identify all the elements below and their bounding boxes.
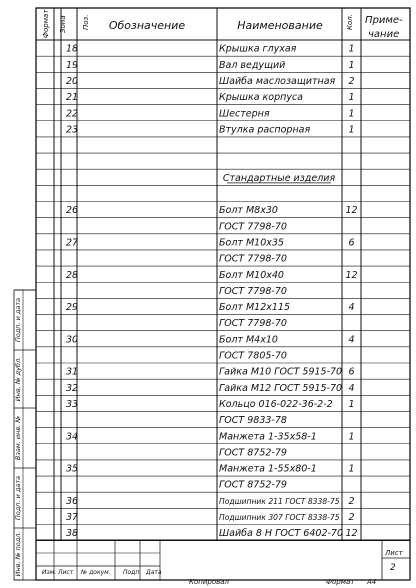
row-name: Болт М10х35 bbox=[219, 237, 284, 249]
strip-sign-date-1: Подп. и дата bbox=[14, 297, 22, 343]
row-pos: 18 bbox=[66, 43, 79, 55]
row-name: Шайба 8 Н ГОСТ 6402-70 bbox=[219, 528, 344, 540]
row-pos: 19 bbox=[66, 59, 79, 71]
row-name: ГОСТ 7805-70 bbox=[219, 350, 287, 362]
row-pos: 35 bbox=[66, 463, 79, 475]
table-row bbox=[219, 415, 287, 426]
table-row bbox=[66, 76, 355, 87]
header-name: Наименование bbox=[237, 19, 323, 32]
row-pos: 26 bbox=[66, 205, 79, 217]
row-name: Крышка глухая bbox=[219, 43, 297, 55]
row-pos: 34 bbox=[66, 431, 79, 443]
row-name: Гайка М10 ГОСТ 5915-70 bbox=[219, 366, 343, 378]
table-row bbox=[219, 351, 287, 362]
row-qty: 2 bbox=[348, 512, 355, 523]
row-pos: 38 bbox=[66, 528, 79, 540]
row-name: Манжета 1-55х80-1 bbox=[219, 463, 317, 475]
row-name: Кольцо 016-022-36-2-2 bbox=[219, 398, 333, 410]
row-name: ГОСТ 7798-70 bbox=[219, 318, 287, 330]
row-name: Болт М12х115 bbox=[219, 302, 290, 314]
header-qty: Кол. bbox=[346, 14, 354, 30]
footer-format-label: Формат bbox=[326, 578, 355, 586]
table-row bbox=[219, 254, 287, 265]
tb-label-date: Дата bbox=[146, 569, 162, 576]
row-pos: 28 bbox=[66, 269, 79, 281]
row-pos: 23 bbox=[66, 124, 79, 136]
row-qty: 12 bbox=[345, 269, 358, 281]
table-row bbox=[219, 221, 287, 232]
row-name: ГОСТ 7798-70 bbox=[219, 221, 287, 233]
strip-inv-orig: Инв. № подл. bbox=[14, 531, 22, 577]
tb-sheet-number: 2 bbox=[390, 563, 396, 573]
row-qty: 4 bbox=[348, 334, 355, 346]
row-pos: 31 bbox=[66, 366, 79, 378]
tb-label-change: Изм. bbox=[42, 569, 57, 576]
row-qty: 2 bbox=[348, 75, 355, 87]
table-row bbox=[66, 237, 355, 248]
row-qty: 1 bbox=[348, 463, 355, 475]
table-rows bbox=[66, 44, 358, 540]
row-name: Втулка распорная bbox=[219, 124, 311, 136]
table-row bbox=[66, 124, 355, 135]
footer-copied: Копировал bbox=[189, 578, 229, 586]
row-qty: 6 bbox=[348, 366, 355, 378]
row-name: ГОСТ 7798-70 bbox=[219, 285, 287, 297]
row-qty: 1 bbox=[348, 92, 355, 104]
row-name: Манжета 1-35х58-1 bbox=[219, 431, 317, 443]
table-row bbox=[66, 512, 355, 523]
table-row bbox=[66, 302, 355, 313]
table-row bbox=[66, 334, 355, 345]
row-name: Подшипник 307 ГОСТ 8338-75 bbox=[219, 513, 340, 522]
row-pos: 30 bbox=[66, 334, 79, 346]
row-name: Болт М4х10 bbox=[219, 334, 278, 346]
footer bbox=[189, 578, 376, 586]
row-name: ГОСТ 8752-79 bbox=[219, 479, 287, 491]
table-row bbox=[66, 464, 355, 475]
table-row bbox=[66, 108, 355, 119]
row-name: Гайка М12 ГОСТ 5915-70 bbox=[219, 382, 343, 394]
row-name: Болт М10х40 bbox=[219, 269, 284, 281]
row-qty: 1 bbox=[348, 124, 355, 136]
row-name: ГОСТ 8752-79 bbox=[219, 447, 287, 459]
strip-sign-date-2: Подп. и дата bbox=[14, 475, 22, 521]
row-pos: 20 bbox=[66, 75, 79, 87]
table-row bbox=[66, 528, 358, 539]
row-pos: 22 bbox=[66, 108, 79, 120]
row-qty: 12 bbox=[345, 528, 358, 540]
header-format: Формат bbox=[42, 9, 50, 38]
row-pos: 33 bbox=[66, 398, 79, 410]
tb-label-sign: Подп. bbox=[123, 569, 142, 576]
row-pos: 29 bbox=[66, 302, 79, 314]
footer-format-value: А4 bbox=[367, 578, 377, 586]
table-row bbox=[66, 92, 355, 103]
row-name: ГОСТ 7798-70 bbox=[219, 253, 287, 265]
row-pos: 32 bbox=[66, 382, 79, 394]
row-name: Вал ведущий bbox=[219, 59, 286, 71]
tb-sheet-label: Лист bbox=[385, 549, 403, 557]
tb-label-docnum: № докум. bbox=[81, 569, 111, 576]
row-qty: 6 bbox=[348, 237, 355, 249]
row-pos: 36 bbox=[66, 495, 79, 507]
table-row bbox=[66, 44, 355, 55]
header-note-line1: Приме- bbox=[365, 15, 403, 26]
row-pos: 37 bbox=[66, 512, 79, 523]
table-row bbox=[219, 480, 287, 491]
row-qty: 12 bbox=[345, 205, 358, 217]
row-pos: 21 bbox=[66, 92, 79, 104]
header-pos: Поз. bbox=[82, 14, 90, 30]
table-row bbox=[66, 496, 355, 507]
header-zone: Зона bbox=[59, 15, 67, 33]
row-name: Болт М8х30 bbox=[219, 205, 278, 217]
section-heading: Стандартные изделия bbox=[222, 172, 336, 184]
row-qty: 1 bbox=[348, 398, 355, 410]
row-name: ГОСТ 9833-78 bbox=[219, 415, 287, 427]
table-row bbox=[66, 205, 358, 216]
header-designation: Обозначение bbox=[108, 19, 186, 32]
table-header bbox=[42, 9, 403, 40]
row-pos: 27 bbox=[66, 237, 79, 249]
row-qty: 1 bbox=[348, 431, 355, 443]
table-row bbox=[66, 431, 355, 442]
row-name: Подшипник 211 ГОСТ 8338-75 bbox=[219, 496, 340, 506]
table-row bbox=[66, 270, 358, 281]
table-row bbox=[219, 447, 287, 458]
tb-label-sheet: Лист bbox=[58, 569, 74, 576]
table-row bbox=[66, 367, 355, 378]
row-qty: 4 bbox=[348, 382, 355, 394]
row-qty: 2 bbox=[348, 495, 355, 507]
row-name: Шайба маслозащитная bbox=[219, 75, 336, 87]
left-signature-strip bbox=[14, 298, 22, 577]
table-row bbox=[219, 318, 287, 329]
row-qty: 4 bbox=[348, 302, 355, 314]
row-name: Шестерня bbox=[219, 108, 270, 120]
header-note-line2: чание bbox=[368, 29, 400, 40]
row-qty: 1 bbox=[348, 108, 355, 120]
strip-inv-dup: Инв. № дубл. bbox=[14, 356, 22, 402]
strip-replace-inv: Взам. инв. № bbox=[14, 415, 22, 461]
table-row bbox=[223, 173, 336, 184]
table-row bbox=[66, 399, 355, 410]
row-qty: 1 bbox=[348, 59, 355, 71]
row-name: Крышка корпуса bbox=[219, 92, 304, 104]
table-row bbox=[66, 383, 355, 394]
row-qty: 1 bbox=[348, 43, 355, 55]
table-row bbox=[66, 60, 355, 71]
table-row bbox=[219, 286, 287, 297]
